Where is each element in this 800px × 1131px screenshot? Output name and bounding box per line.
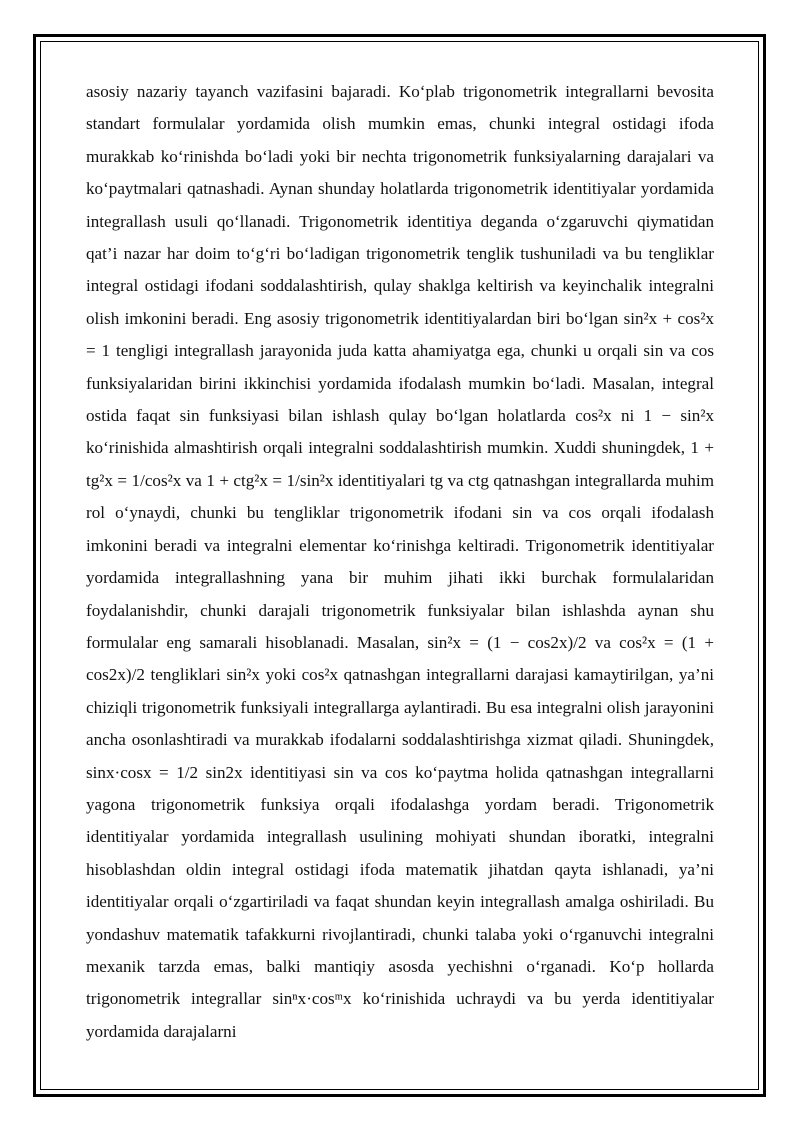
body-paragraph: asosiy nazariy tayanch vazifasini bajaradi. Ko‘plab trigonometrik integrallarni bevosita standart formulalar yordamida olish mumkin emas, chunki integral ostidagi ifoda murakkab ko‘rinishda bo‘ladi yoki bir nechta trigonometrik funksiyalarning darajalari va ko‘paytmalari qatnashadi. Aynan shunday holatlarda trigonometrik identitiyalar yordamida integrallash usuli qo‘llanadi. Trigonometrik identitiya deganda o‘zgaruvchi qiymatidan qat’i nazar har doim to‘g‘ri bo‘ladigan trigonometrik tenglik tushuniladi va bu tengliklar integral ostidagi ifodani soddalashtirish, qulay shaklga keltirish va keyinchalik integralni olish imkonini beradi. Eng asosiy trigonometrik identitiyalardan biri bo‘lgan sin²x + cos²x = 1 tengligi integrallash jarayonida juda katta ahamiyatga ega, chunki u orqali sin va cos funksiyalaridan birini ikkinchisi yordamida ifodalash mumkin bo‘ladi. Masalan, integral ostida faqat sin funksiyasi bilan ishlash qulay bo‘lgan holatlarda cos²x ni 1 − sin²x ko‘rinishida almashtirish orqali integralni soddalashtirish mumkin. Xuddi shuningdek, 1 + tg²x = 1/cos²x va 1 + ctg²x = 1/sin²x identitiyalari tg va ctg qatnashgan integrallarda muhim rol o‘ynaydi, chunki bu tengliklar trigonometrik ifodani sin va cos orqali ifodalash imkonini beradi va integralni elementar ko‘rinishga keltiradi. Trigonometrik identitiyalar yordamida integrallashning yana bir muhim jihati ikki burchak formulalaridan foydalanishdir, chunki darajali trigonometrik funksiyalar bilan ishlashda aynan shu formulalar eng samarali hisoblanadi. Masalan, sin²x = (1 − cos2x)/2 va cos²x = (1 + cos2x)/2 tengliklari sin²x yoki cos²x qatnashgan integrallarni darajasi kamaytirilgan, ya’ni chiziqli trigonometrik funksiyali integrallarga aylantiradi. Bu esa integralni olish jarayonini ancha osonlashtiradi va murakkab ifodalarni soddalashtirishga xizmat qiladi. Shuningdek, sinx·cosx = 1/2 sin2x identitiyasi sin va cos ko‘paytma holida qatnashgan integrallarni yagona trigonometrik funksiya orqali ifodalashga yordam beradi. Trigonometrik identitiyalar yordamida integrallash usulining mohiyati shundan iboratki, integralni hisoblashdan oldin integral ostidagi ifoda matematik jihatdan qayta ishlanadi, ya’ni identitiyalar orqali o‘zgartiriladi va faqat shundan keyin integrallash amalga oshiriladi. Bu yondashuv matematik tafakkurni rivojlantiradi, chunki talaba yoki o‘rganuvchi integralni mexanik tarzda emas, balki mantiqiy asosda yechishni o‘rganadi. Ko‘p hollarda trigonometrik integrallar sinⁿx·cosᵐx ko‘rinishida uchraydi va bu yerda identitiyalar yordamida darajalarni bbox=[86, 82, 714, 1041]
